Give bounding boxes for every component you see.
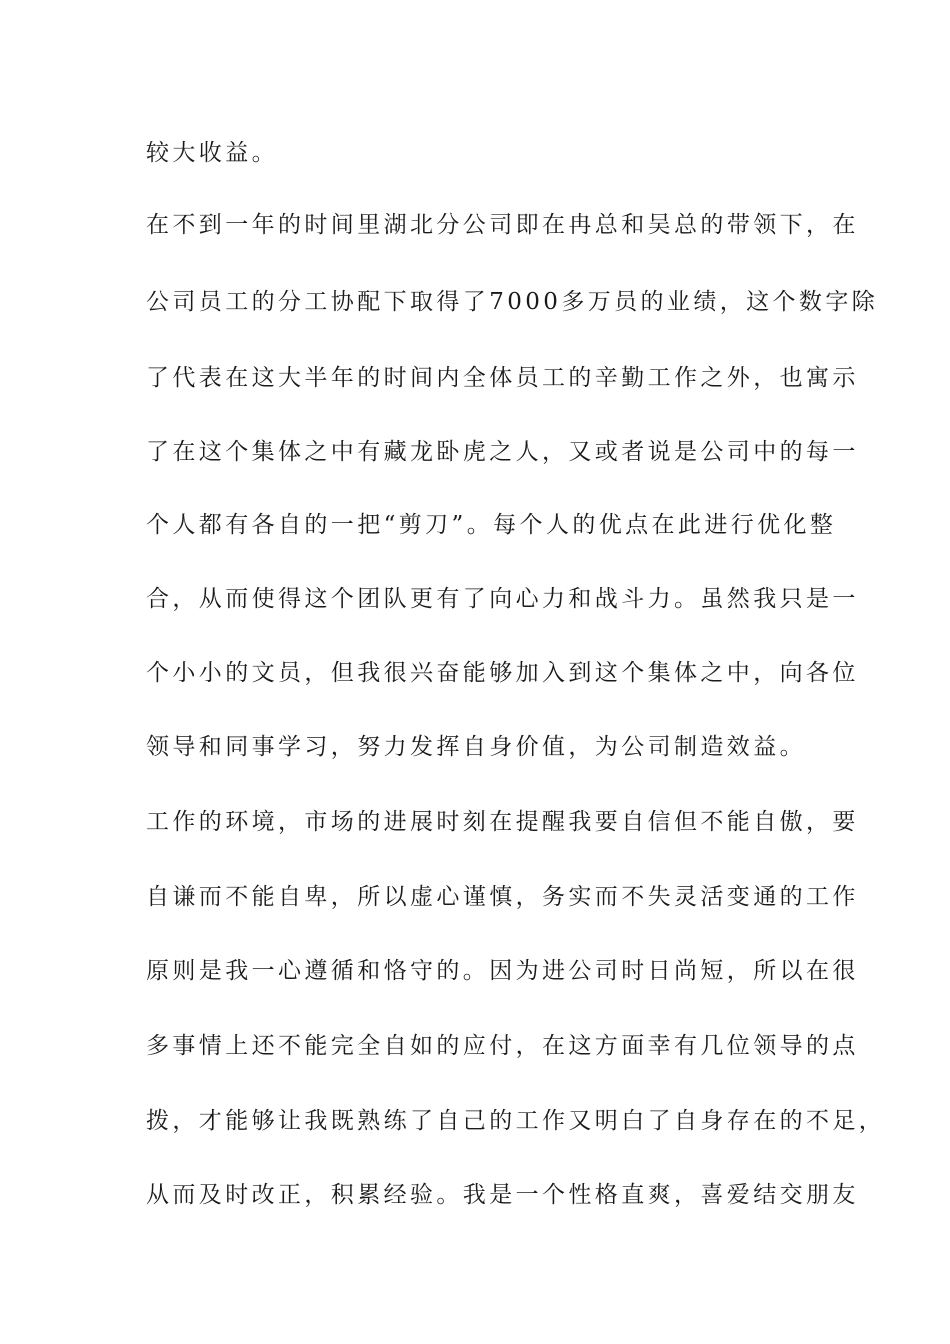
text-line: 从而及时改正，积累经验。我是一个性格直爽，喜爱结交朋友 <box>146 1182 859 1208</box>
text-line: 自谦而不能自卑，所以虚心谨慎，务实而不失灵活变通的工作 <box>146 884 859 910</box>
text-line: 多事情上还不能完全自如的应付，在这方面幸有几位领导的点 <box>146 1033 859 1059</box>
text-line: 公司员工的分工协配下取得了7000多万员的业绩，这个数字除 <box>146 289 879 315</box>
text-line: 了代表在这大半年的时间内全体员工的辛勤工作之外，也寓示 <box>146 365 859 391</box>
text-line: 较大收益。 <box>146 140 278 166</box>
text-line: 个小小的文员，但我很兴奋能够加入到这个集体之中，向各位 <box>146 660 859 686</box>
text-line: 工作的环境，市场的进展时刻在提醒我要自信但不能自傲，要 <box>146 809 859 835</box>
text-line: 拨，才能够让我既熟练了自己的工作又明白了自身存在的不足， <box>146 1108 886 1134</box>
text-line: 原则是我一心遵循和恪守的。因为进公司时日尚短，所以在很 <box>146 958 859 984</box>
text-line: 了在这个集体之中有藏龙卧虎之人，又或者说是公司中的每一 <box>146 439 859 465</box>
text-line: 合，从而使得这个团队更有了向心力和战斗力。虽然我只是一 <box>146 586 859 612</box>
text-line: 在不到一年的时间里湖北分公司即在冉总和吴总的带领下，在 <box>146 212 859 238</box>
text-line: 个人都有各自的一把“剪刀”。每个人的优点在此进行优化整 <box>146 512 837 538</box>
text-line: 领导和同事学习，努力发挥自身价值，为公司制造效益。 <box>146 734 806 760</box>
